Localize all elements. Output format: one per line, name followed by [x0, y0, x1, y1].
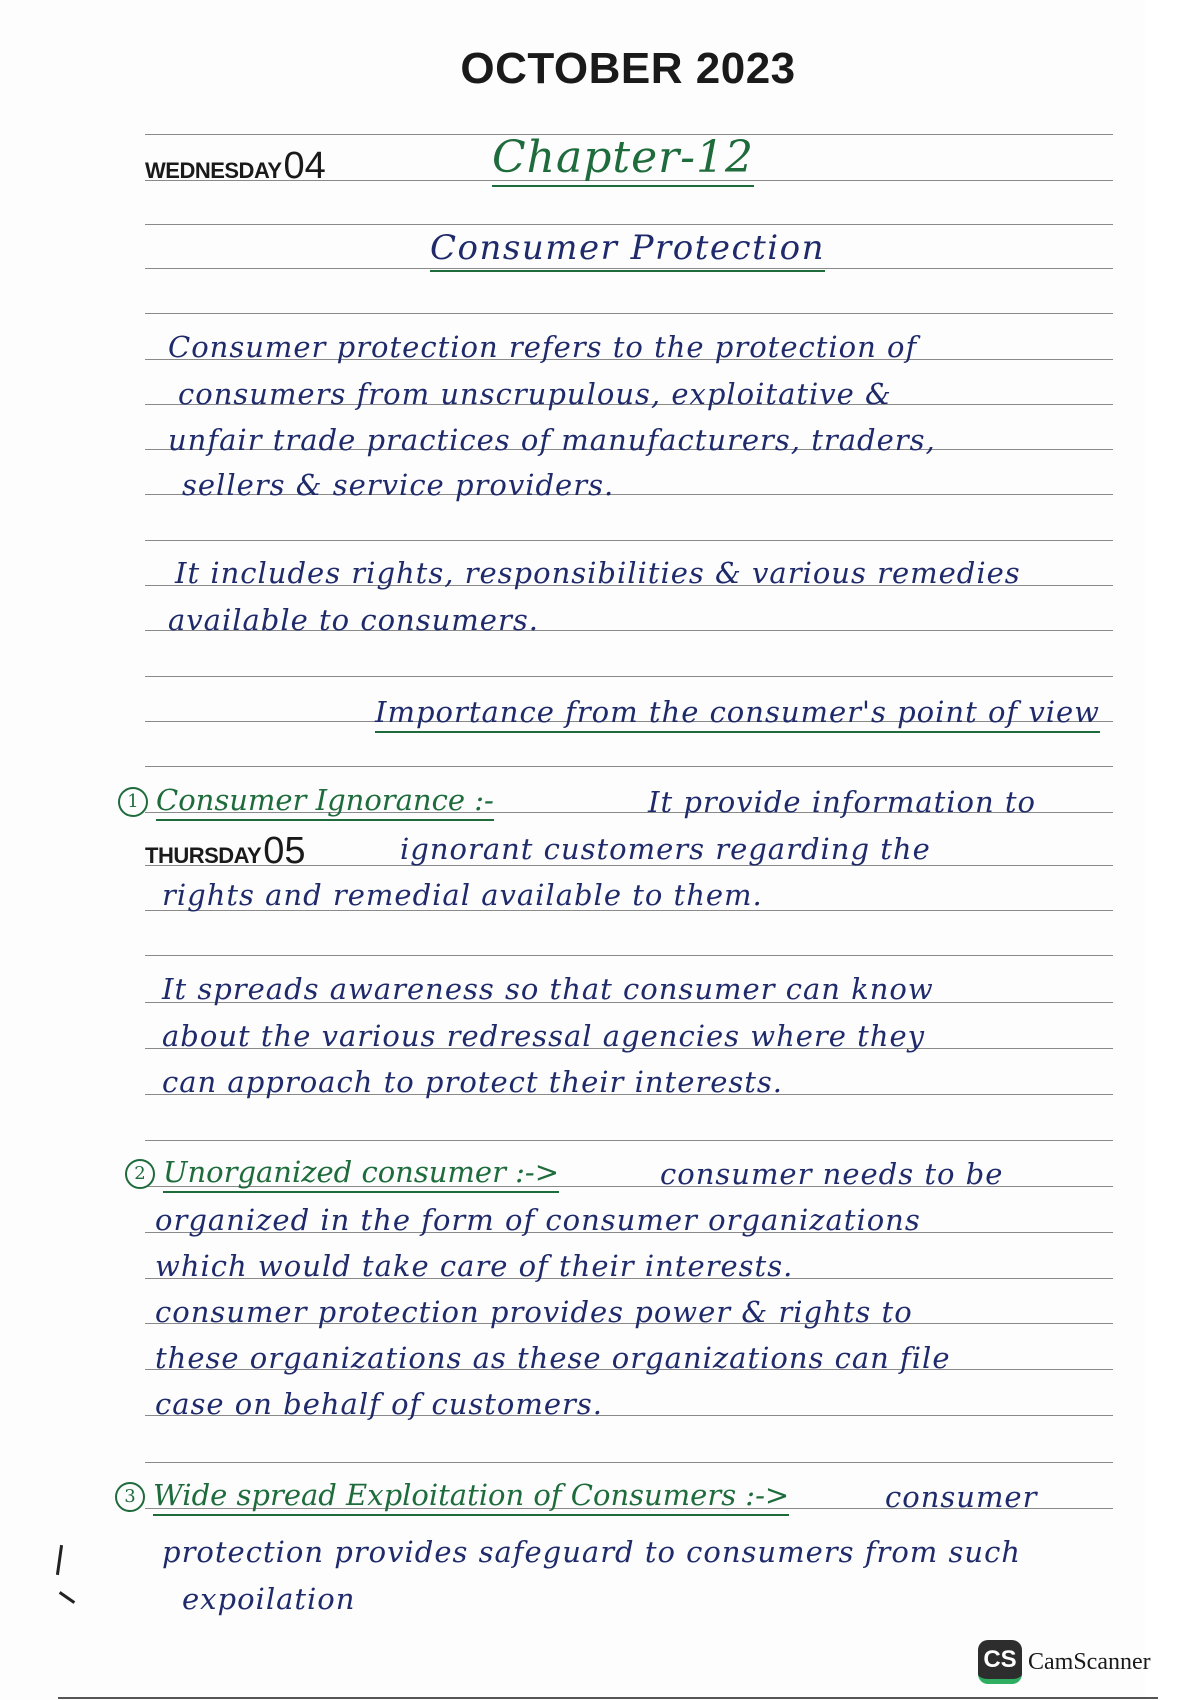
bottom-border	[58, 1697, 1158, 1699]
ruled-line	[145, 224, 1113, 225]
day-label-wednesday	[145, 145, 326, 188]
month-header: OCTOBER 2023	[460, 44, 796, 93]
point-2-line: case on behalf of customers.	[155, 1387, 604, 1421]
point-3-line: consumer	[885, 1480, 1038, 1514]
ruled-line	[145, 766, 1113, 767]
day-date: 04	[283, 145, 326, 187]
ruled-line	[145, 955, 1113, 956]
ruled-line	[145, 676, 1113, 677]
camscanner-watermark	[978, 1640, 1151, 1684]
definition-line: unfair trade practices of manufacturers, traders,	[168, 423, 936, 457]
point-3-line: expoilation	[182, 1582, 356, 1616]
importance-heading: Importance from the consumer's point of view	[375, 695, 1100, 729]
definition-line: consumers from unscrupulous, exploitative &	[178, 377, 892, 411]
ruled-line	[145, 1462, 1113, 1463]
includes-line: It includes rights, responsibilities & various remedies	[175, 556, 1021, 590]
point-1-extra-line: can approach to protect their interests.	[162, 1065, 784, 1099]
point-number: 1	[118, 787, 148, 817]
camscanner-label: CamScanner	[1028, 1648, 1151, 1675]
day-name: WEDNESDAY	[145, 158, 282, 183]
point-2-line: consumer protection provides power & rights to	[155, 1295, 913, 1329]
ruled-line	[145, 1140, 1113, 1141]
point-2-line: consumer needs to be	[660, 1157, 1004, 1191]
point-number: 2	[125, 1159, 155, 1189]
definition-line: Consumer protection refers to the protection of	[168, 330, 918, 364]
point-1-line: It provide information to	[648, 785, 1037, 819]
day-date: 05	[263, 830, 306, 872]
ruled-line	[145, 313, 1113, 314]
point-2-line: these organizations as these organizations can file	[155, 1341, 951, 1375]
chapter-title: Chapter-12	[492, 132, 754, 183]
point-1-heading: 1 Consumer Ignorance :-	[118, 783, 494, 817]
point-3-line: protection provides safeguard to consumers from such	[162, 1535, 1021, 1569]
point-number: 3	[115, 1482, 145, 1512]
definition-line: sellers & service providers.	[182, 468, 615, 502]
point-3-heading: 3 Wide spread Exploitation of Consumers :->	[115, 1478, 789, 1512]
point-2-line: organized in the form of consumer organizations	[155, 1203, 921, 1237]
point-2-line: which would take care of their interests.	[155, 1249, 794, 1283]
day-name: THURSDAY	[145, 843, 262, 868]
point-2-heading: 2 Unorganized consumer :->	[125, 1155, 559, 1189]
day-label-thursday	[145, 830, 306, 873]
point-1-extra-line: It spreads awareness so that consumer can know	[162, 972, 934, 1006]
point-1-extra-line: about the various redressal agencies where they	[162, 1019, 926, 1053]
topic-title: Consumer Protection	[430, 228, 825, 268]
includes-line: available to consumers.	[168, 603, 539, 637]
point-1-line: ignorant customers regarding the	[400, 832, 931, 866]
ruled-line	[145, 540, 1113, 541]
scan-margin	[1145, 0, 1200, 1700]
point-1-line: rights and remedial available to them.	[162, 878, 763, 912]
camscanner-logo-icon: CS	[978, 1640, 1022, 1684]
